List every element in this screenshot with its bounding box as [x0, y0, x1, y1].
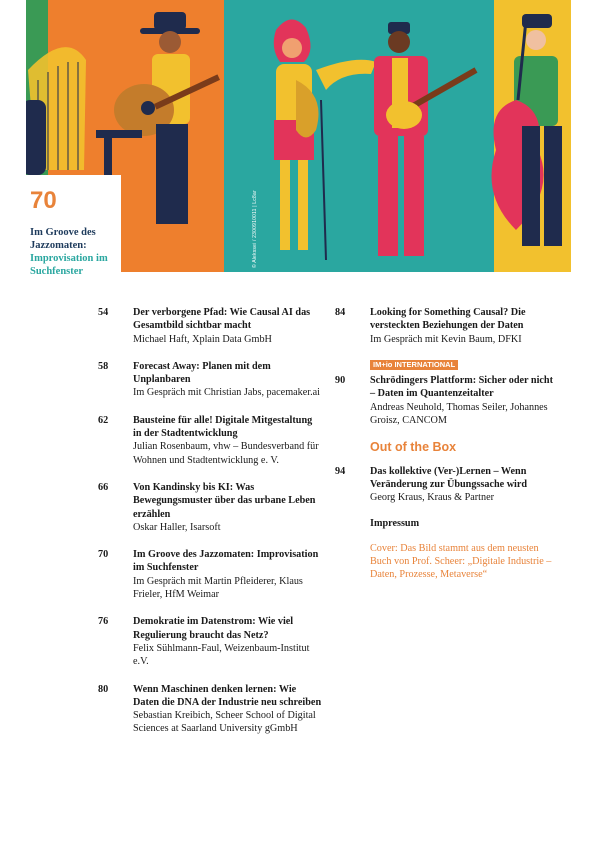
toc-author: Michael Haft, Xplain Data GmbH — [133, 333, 272, 345]
toc-entry[interactable] — [335, 306, 560, 346]
toc-page-number: 76 — [98, 616, 109, 628]
toc-page-number: 58 — [98, 360, 109, 372]
section-tag: IM+io INTERNATIONAL — [370, 360, 458, 370]
section-heading: Out of the Box — [370, 440, 457, 455]
toc-title: Wenn Maschinen denken lernen: Wie Daten die DNA der Industrie neu schreiben — [133, 683, 322, 708]
feature-page-number: 70 — [30, 187, 57, 214]
toc-title: Schrödingers Plattform: Sicher oder nicht – Daten im Quantenzeitalter — [370, 375, 553, 400]
harp-player — [26, 47, 86, 175]
toc-entry[interactable] — [98, 481, 323, 534]
toc-page-number: 66 — [98, 481, 109, 493]
toc-entry[interactable] — [98, 360, 323, 400]
toc-page-number: 80 — [98, 683, 109, 695]
toc-page-number: 94 — [335, 465, 346, 477]
toc-left-column — [98, 306, 323, 736]
toc-author: Im Gespräch mit Kevin Baum, DFKI — [370, 333, 522, 345]
toc-entry[interactable] — [98, 306, 323, 346]
toc-entry[interactable] — [98, 683, 323, 736]
impressum-link[interactable]: Impressum — [370, 517, 420, 529]
toc-title: Der verborgene Pfad: Wie Causal AI das Gesamtbild sichtbar macht — [133, 307, 311, 332]
toc-title: Forecast Away: Planen mit dem Unplanbaren — [133, 360, 271, 386]
toc-author: Felix Sühlmann-Faul, Weizenbaum-Institut e.V. — [133, 642, 310, 668]
feature-box[interactable] — [26, 175, 121, 280]
cover-note: Cover: Das Bild stammt aus dem neusten Buch von Prof. Scheer: „Digitale Industrie – Daten, Prozesse, Metaverse“ — [370, 542, 552, 581]
toc-title: Im Groove des Jazzomaten: Improvisation im Suchfenster — [133, 549, 319, 574]
toc-entry[interactable] — [335, 465, 560, 505]
feature-subtitle: Improvisation im Suchfenster — [30, 253, 108, 277]
toc-author: Sebastian Kreibich, Scheer School of Digital Sciences at Saarland University gGmbH — [133, 710, 316, 735]
toc-title: Demokratie im Datenstrom: Wie viel Regulierung braucht das Netz? — [133, 616, 294, 641]
toc-entry[interactable] — [98, 615, 323, 668]
toc-author: Oskar Haller, Isarsoft — [133, 521, 221, 533]
toc-title: Looking for Something Causal? Die versteckten Beziehungen der Daten — [370, 307, 526, 332]
toc-author: Georg Kraus, Kraus & Partner — [370, 492, 495, 504]
toc-page-number: 84 — [335, 307, 346, 318]
toc-page-number: 62 — [98, 414, 109, 426]
toc-page-number: 90 — [335, 375, 346, 387]
toc-entry[interactable] — [98, 414, 323, 467]
toc-author: Andreas Neuhold, Thomas Seiler, Johannes Groisz, CANCOM — [370, 401, 548, 427]
image-credit: © Alekssei / 2300910011 | Lc8ar — [252, 190, 258, 268]
toc-author: Im Gespräch mit Martin Pfleiderer, Klaus Frieler, HfM Weimar — [133, 575, 303, 601]
toc-page-number: 70 — [98, 549, 109, 561]
toc-title: Bausteine für alle! Digitale Mitgestaltung in der Stadtentwicklung — [133, 414, 313, 440]
toc-title: Von Kandinsky bis KI: Was Bewegungsmuster über das urbane Leben erzählen — [133, 481, 316, 520]
toc-author: Im Gespräch mit Christian Jabs, pacemaker.ai — [133, 387, 320, 399]
toc-author: Julian Rosenbaum, vhw – Bundesverband für Wohnen und Stadtentwicklung e. V. — [133, 441, 319, 466]
toc-entry[interactable] — [98, 548, 323, 601]
toc-title: Das kollektive (Ver-)Lernen – Wenn Veränderung zur Übungssache wird — [370, 465, 528, 490]
bg-panel-teal — [224, 0, 494, 272]
feature-title: Im Groove des Jazzomaten: — [30, 227, 96, 251]
toc-page-number: 54 — [98, 307, 109, 318]
toc-entry[interactable] — [335, 374, 560, 427]
toc-right-column — [335, 306, 560, 582]
